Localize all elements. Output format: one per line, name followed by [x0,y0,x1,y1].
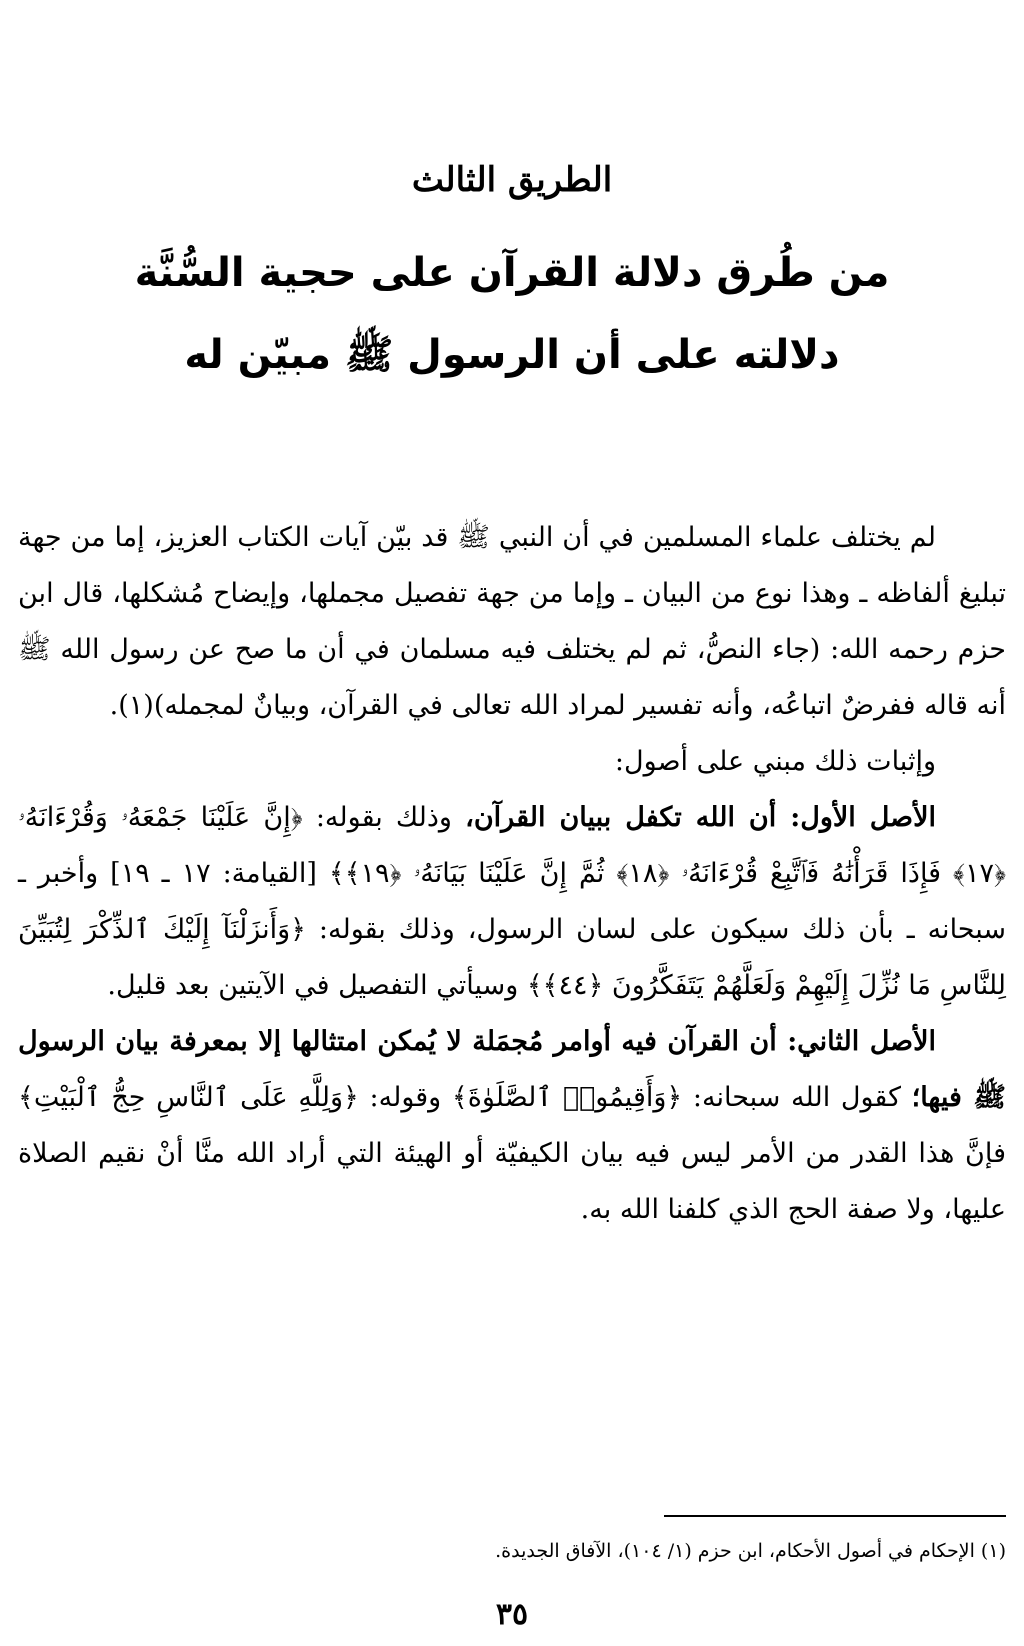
chapter-label: الطريق الثالث [411,160,613,200]
page-title-line-1: من طُرق دلالة القرآن على حجية السُّنَّة [134,250,890,296]
page-number: ٣٥ [495,1597,529,1632]
second-principle-heading: الأصل الثاني: أن القرآن فيه أوامر مُجمَلة لا يُمكن امتثالها إلا بمعرفة بيان الرسول ﷺ فيها؛ [18,1026,1007,1113]
second-principle-text: كقول الله سبحانه: ﴿وَأَقِيمُوا۟ ٱلصَّلَوٰةَ﴾ وقوله: ﴿وَلِلَّهِ عَلَى ٱلنَّاسِ حِجُّ ٱلْبَيْتِ﴾ فإنَّ هذا القدر من الأمر ليس فيه بيان الكيفيّة أو الهيئة التي أراد الله منَّا أنْ نقيم الصلاة عليها، ولا صفة الحج الذي كلفنا الله به. [18,1082,1006,1225]
foundations-intro: وإثبات ذلك مبني على أصول: [614,746,936,777]
footnote: (١) الإحكام في أصول الأحكام، ابن حزم (١/ ١٠٤)، الآفاق الجديدة. [495,1540,1006,1562]
body-text [18,510,1006,1238]
footnote-divider [664,1515,1006,1517]
page-title-line-2: دلالته على أن الرسول ﷺ مبيّن له [184,332,840,378]
intro-paragraph: لم يختلف علماء المسلمين في أن النبي ﷺ قد بيّن آيات الكتاب العزيز، إما من جهة تبليغ ألفاظه ـ وهذا نوع من البيان ـ وإما من جهة تفصيل مجملها، وإيضاح مُشكلها، قال ابن حزم رحمه الله: (جاء النصُّ، ثم لم يختلف فيه مسلمان في أن ما صح عن رسول الله ﷺ أنه قاله ففرضٌ اتباعُه، وأنه تفسير لمراد الله تعالى في القرآن، وبيانٌ لمجمله)(١). [18,522,1006,721]
first-principle-heading: الأصل الأول: أن الله تكفل ببيان القرآن، [465,802,937,833]
second-principle-paragraph [18,1014,1006,1238]
first-principle-text: وذلك بقوله: ﴿إِنَّ عَلَيْنَا جَمْعَهُۥ وَقُرْءَانَهُۥ ﴿١٧﴾ فَإِذَا قَرَأْنَٰهُ فَٱتَّبِعْ قُرْءَانَهُۥ ﴿١٨﴾ ثُمَّ إِنَّ عَلَيْنَا بَيَانَهُۥ ﴿١٩﴾﴾ [القيامة: ١٧ ـ ١٩] وأخبر ـ سبحانه ـ بأن ذلك سيكون على لسان الرسول، وذلك بقوله: ﴿وَأَنزَلْنَآ إِلَيْكَ ٱلذِّكْرَ لِتُبَيِّنَ لِلنَّاسِ مَا نُزِّلَ إِلَيْهِمْ وَلَعَلَّهُمْ يَتَفَكَّرُونَ ﴿٤٤﴾﴾ وسيأتي التفصيل في الآيتين بعد قليل. [18,802,1007,1001]
first-principle-paragraph [18,790,1006,1014]
